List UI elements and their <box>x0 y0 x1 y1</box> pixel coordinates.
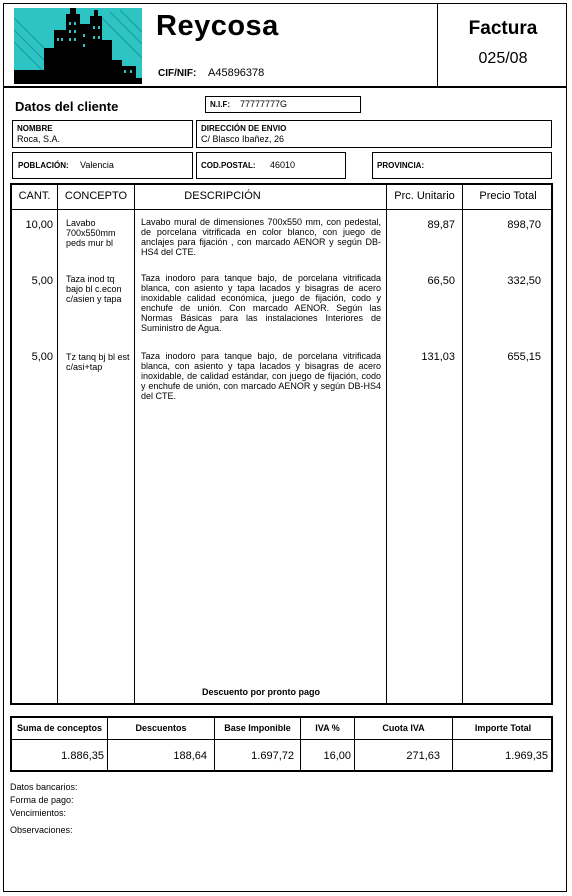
totals-header-divider <box>12 739 551 740</box>
invoice-number: 025/08 <box>478 50 528 67</box>
row-total: 332,50 <box>507 275 541 287</box>
city-skyline-icon <box>14 8 142 84</box>
bank-details-label: Datos bancarios: <box>10 782 78 792</box>
nif-value: 77777777G <box>240 99 288 109</box>
row-description: Taza inodoro para tanque bajo, de porcelana vitrificada blanca, con asiento y tapa lacados y bisagras de acero inoxidable, de calidad estándar, con juego de fijación, codo y enchufe de unión, con marcado AENOR y según DB-HS4 del CTE. <box>141 351 381 401</box>
row-concept: Taza inod tq bajo bl c.econ c/asien y tapa <box>66 274 122 304</box>
row-qty: 5,00 <box>31 275 53 287</box>
grand-total-header: Importe Total <box>474 723 532 733</box>
address-field <box>196 120 552 148</box>
discounts-header: Descuentos <box>135 723 187 733</box>
row-qty: 5,00 <box>31 351 53 363</box>
client-section-title: Datos del cliente <box>15 99 119 114</box>
concept-header: CONCEPTO <box>64 190 128 202</box>
name-label: NOMBRE <box>17 124 53 133</box>
row-unit-price: 131,03 <box>421 351 455 363</box>
row-concept: Tz tanq bj bl est c/asi+tap <box>66 352 130 372</box>
totals-table <box>10 716 553 772</box>
unit-price-header: Prc. Unitario <box>394 190 455 202</box>
notes-label: Observaciones: <box>10 825 73 835</box>
discounts-value: 188,64 <box>173 750 207 762</box>
vat-percent-header: IVA % <box>315 723 340 733</box>
postal-code-value: 46010 <box>270 160 296 170</box>
postal-code-field <box>196 152 346 179</box>
description-header: DESCRIPCIÓN <box>184 190 261 202</box>
column-divider <box>386 185 387 703</box>
company-name: Reycosa <box>156 10 279 42</box>
qty-header: CANT. <box>18 190 51 202</box>
items-table <box>10 183 553 705</box>
row-unit-price: 89,87 <box>427 219 455 231</box>
row-total: 898,70 <box>507 219 541 231</box>
due-dates-label: Vencimientos: <box>10 808 67 818</box>
header-vertical-divider <box>437 3 438 87</box>
province-field <box>372 152 552 179</box>
taxable-base-value: 1.697,72 <box>251 750 294 762</box>
city-value: Valencia <box>80 160 114 170</box>
city-field <box>12 152 193 179</box>
row-description: Lavabo mural de dimensiones 700x550 mm, con pedestal, de porcelana vitrificada en color blanco, con juego de anclajes para fijación , con marcado AENOR y según DB-HS4 del CTE. <box>141 217 381 257</box>
column-divider <box>462 185 463 703</box>
nif-field <box>205 96 361 113</box>
province-label: PROVINCIA: <box>377 161 425 170</box>
vat-amount-header: Cuota IVA <box>382 723 425 733</box>
name-field <box>12 120 193 148</box>
postal-code-label: COD.POSTAL: <box>201 161 256 170</box>
name-value: Roca, S.A. <box>17 134 61 144</box>
column-divider <box>134 185 135 703</box>
nif-label: N.I.F: <box>210 100 230 109</box>
discount-note: Descuento por pronto pago <box>202 687 320 697</box>
row-description: Taza inodoro para tanque bajo, de porcelana vitrificada blanca, con asiento y tapa lacados y bisagras de acero inoxidable calidad económica, juego de fijación, codo y enchufe de unión. Con marcado AENOR. Según las Normas Básicas para las instalaciones Interiores de Suministro de Agua. <box>141 273 381 333</box>
row-concept: Lavabo 700x550mm peds mur bl <box>66 218 116 248</box>
header-divider <box>3 86 567 88</box>
cif-value: A45896378 <box>208 67 265 79</box>
row-unit-price: 66,50 <box>427 275 455 287</box>
row-total: 655,15 <box>507 351 541 363</box>
column-divider <box>57 185 58 703</box>
total-header: Precio Total <box>479 190 537 202</box>
vat-amount-value: 271,63 <box>406 750 440 762</box>
sum-concepts-value: 1.886,35 <box>61 750 104 762</box>
table-header-divider <box>12 209 551 210</box>
city-label: POBLACIÓN: <box>18 161 69 170</box>
cif-label: CIF/NIF: <box>158 68 197 79</box>
grand-total-value: 1.969,35 <box>505 750 548 762</box>
address-label: DIRECCIÓN DE ENVIO <box>201 124 287 133</box>
vat-percent-value: 16,00 <box>323 750 351 762</box>
address-value: C/ Blasco Ibañez, 26 <box>201 134 285 144</box>
row-qty: 10,00 <box>25 219 53 231</box>
taxable-base-header: Base Imponible <box>224 723 291 733</box>
sum-concepts-header: Suma de conceptos <box>16 723 103 733</box>
document-title: Factura <box>468 18 538 39</box>
payment-method-label: Forma de pago: <box>10 795 74 805</box>
